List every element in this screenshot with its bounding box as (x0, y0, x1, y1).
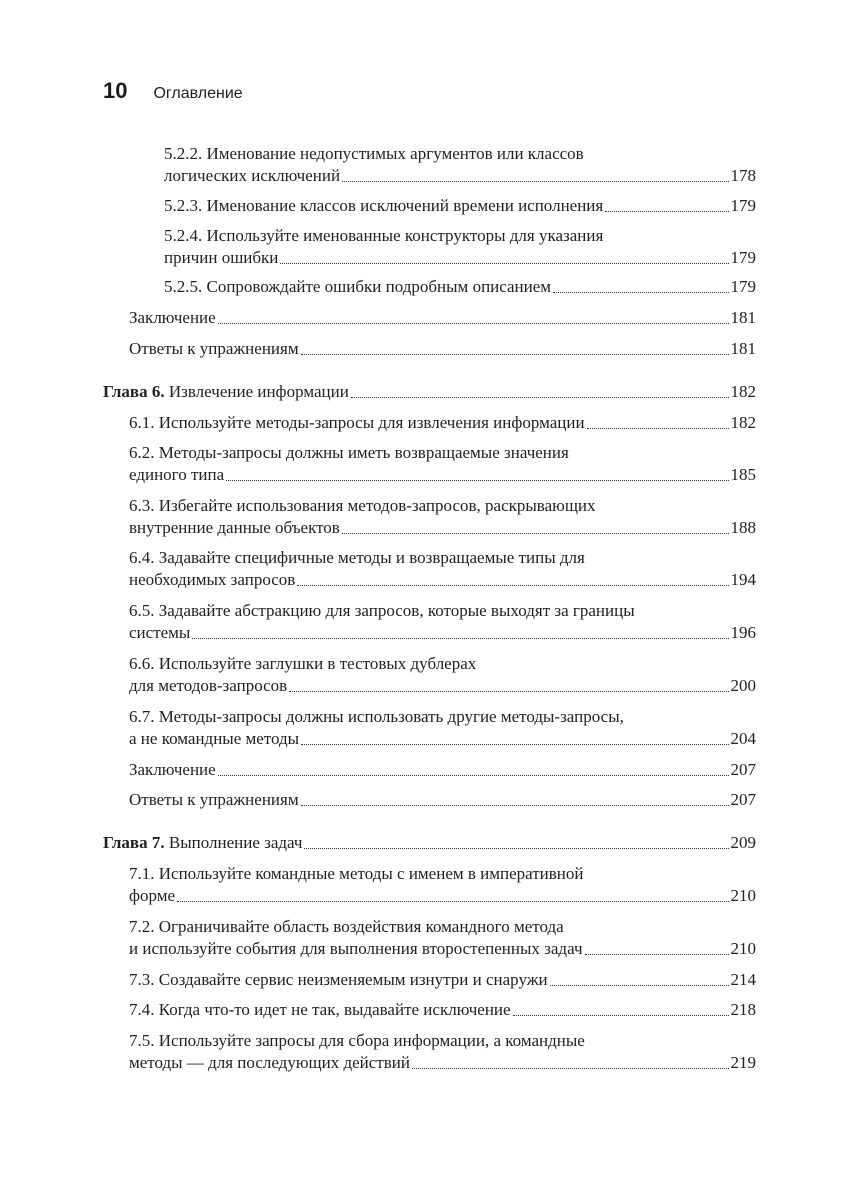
toc-entry-title: логических исключений (164, 166, 341, 185)
toc-entry-title: Извлечение информации (168, 382, 349, 401)
dot-leader (301, 744, 728, 745)
toc-page-number: 188 (730, 518, 756, 537)
toc-entry-title: внутренние данные объектов (129, 518, 340, 537)
toc-entry-title: 7.1. Используйте командные методы с именем в императивной (129, 864, 584, 883)
dot-leader (289, 691, 728, 692)
toc-entry (129, 863, 756, 907)
dot-leader (585, 954, 729, 955)
toc-entry (129, 706, 756, 750)
toc-entry-title: 6.1. Используйте методы-запросы для извлечения информации (129, 413, 585, 432)
dot-leader (342, 533, 729, 534)
dot-leader (301, 354, 729, 355)
toc-entry (129, 916, 756, 960)
dot-leader (587, 428, 729, 429)
toc-entry-title: Заключение (129, 760, 216, 779)
toc-entry-title: и используйте события для выполнения второстепенных задач (129, 939, 583, 958)
dot-leader (177, 901, 728, 902)
toc-entry-title: Выполнение задач (168, 833, 303, 852)
toc-page-number: 178 (730, 166, 756, 185)
toc-entry-title: 7.4. Когда что-то идет не так, выдавайте исключение (129, 1000, 511, 1019)
toc-entry (129, 338, 756, 360)
toc-page-number: 179 (730, 248, 756, 267)
dot-leader (351, 397, 729, 398)
toc-entry-title: причин ошибки (164, 248, 279, 267)
dot-leader (304, 848, 728, 849)
toc-entry (164, 225, 756, 269)
toc-entry (129, 600, 756, 644)
toc-entry-title: 5.2.5. Сопровождайте ошибки подробным описанием (164, 277, 552, 296)
dot-leader (226, 480, 728, 481)
dot-leader (192, 638, 728, 639)
toc-page-number: 207 (730, 790, 756, 809)
toc-entry-title: системы (129, 623, 191, 642)
dot-leader (218, 775, 729, 776)
toc-page-number: 182 (730, 382, 756, 401)
toc-page-number: 210 (730, 886, 756, 905)
toc-page-number: 209 (730, 833, 756, 852)
toc-page-number: 196 (730, 623, 756, 642)
toc-entry-title: Ответы к упражнениям (129, 339, 299, 358)
toc-entry-title: необходимых запросов (129, 570, 296, 589)
toc-page-number: 210 (730, 939, 756, 958)
toc-entry-title: 6.4. Задавайте специфичные методы и возвращаемые типы для (129, 548, 585, 567)
toc-chapter-entry (103, 832, 756, 854)
toc-entry-title: 5.2.4. Используйте именованные конструкторы для указания (164, 226, 604, 245)
toc-entry-title: 5.2.3. Именование классов исключений времени исполнения (164, 196, 604, 215)
toc-page-number: 185 (730, 465, 756, 484)
toc-entry-title: для методов-запросов (129, 676, 288, 695)
toc-page-number: 179 (730, 277, 756, 296)
toc-entry-title: 6.6. Используйте заглушки в тестовых дублерах (129, 654, 477, 673)
dot-leader (301, 805, 729, 806)
toc-entry-title: 6.2. Методы-запросы должны иметь возвращаемые значения (129, 443, 569, 462)
toc-entry-title: а не командные методы (129, 729, 300, 748)
toc-entry (129, 547, 756, 591)
toc-entry-title: Заключение (129, 308, 216, 327)
toc-page-number: 181 (730, 339, 756, 358)
running-head-title: Оглавление (153, 85, 243, 102)
page-number: 10 (103, 78, 128, 103)
toc-entry (129, 307, 756, 329)
toc-entry (129, 789, 756, 811)
toc-page-number: 200 (730, 676, 756, 695)
toc-entry (129, 1030, 756, 1074)
dot-leader (553, 292, 728, 293)
toc-entry (129, 442, 756, 486)
dot-leader (342, 181, 728, 182)
toc-page-number: 204 (730, 729, 756, 748)
toc-entry-title: Ответы к упражнениям (129, 790, 299, 809)
dot-leader (218, 323, 729, 324)
toc-entry (129, 969, 756, 991)
toc-page-number: 207 (730, 760, 756, 779)
toc-entry (129, 495, 756, 539)
toc-entry (129, 653, 756, 697)
toc-page-number: 179 (730, 196, 756, 215)
dot-leader (550, 985, 729, 986)
toc-entry (164, 276, 756, 298)
toc-entry-title: 7.3. Создавайте сервис неизменяемым изнутри и снаружи (129, 970, 548, 989)
chapter-label: Глава 6. (103, 382, 165, 401)
toc-entry-title: 7.2. Ограничивайте область воздействия командного метода (129, 917, 564, 936)
toc-entry-title: 6.7. Методы-запросы должны использовать другие методы-запросы, (129, 707, 624, 726)
dot-leader (513, 1015, 729, 1016)
toc-page-number: 181 (730, 308, 756, 327)
dot-leader (412, 1068, 729, 1069)
dot-leader (605, 211, 728, 212)
toc-page-number: 218 (730, 1000, 756, 1019)
toc-entry-title: методы — для последующих действий (129, 1053, 410, 1072)
toc-entry-title: единого типа (129, 465, 225, 484)
toc-entry-title: форме (129, 886, 176, 905)
toc-entry (129, 759, 756, 781)
toc-entry-title: 6.5. Задавайте абстракцию для запросов, которые выходят за границы (129, 601, 635, 620)
toc-page-number: 219 (730, 1053, 756, 1072)
chapter-label: Глава 7. (103, 833, 165, 852)
toc-page-number: 194 (730, 570, 756, 589)
toc-entry-title: 6.3. Избегайте использования методов-запросов, раскрывающих (129, 496, 596, 515)
toc-page-number: 214 (730, 970, 756, 989)
toc-entry (129, 999, 756, 1021)
toc-entry (164, 143, 756, 187)
toc-page-number: 182 (730, 413, 756, 432)
dot-leader (297, 585, 728, 586)
toc-chapter-entry (103, 381, 756, 403)
toc-entry (164, 195, 756, 217)
toc-entry-title: 5.2.2. Именование недопустимых аргументов или классов (164, 144, 584, 163)
toc-entry (129, 412, 756, 434)
dot-leader (280, 263, 728, 264)
toc-entry-title: 7.5. Используйте запросы для сбора информации, а командные (129, 1031, 585, 1050)
